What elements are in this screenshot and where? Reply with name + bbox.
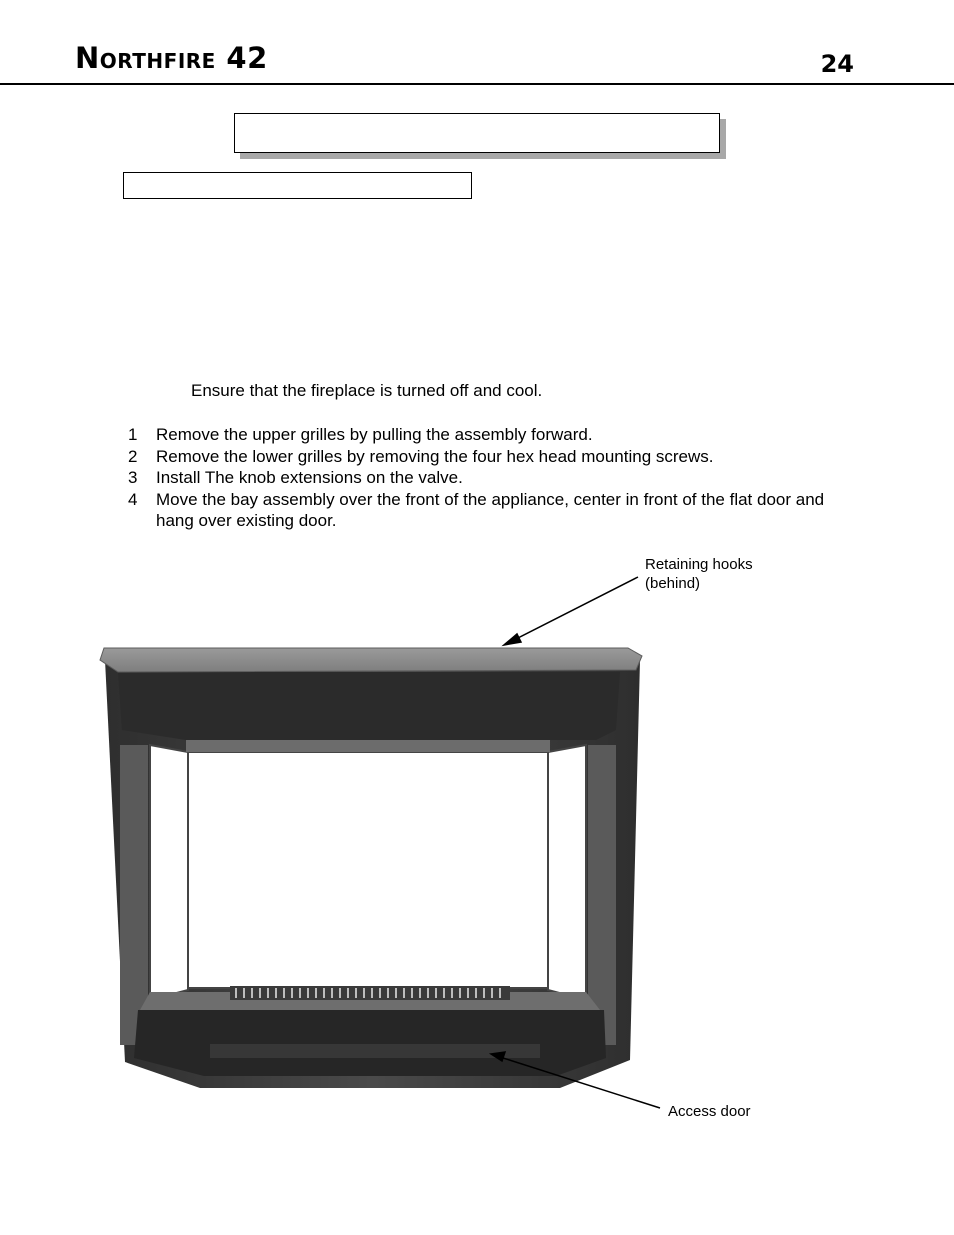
step-text: Remove the upper grilles by pulling the assembly forward. xyxy=(156,425,593,444)
list-item xyxy=(128,446,848,468)
lower-louvre xyxy=(134,1010,606,1076)
step-number: 2 xyxy=(128,446,138,466)
safety-note: Ensure that the fireplace is turned off and cool. xyxy=(191,381,543,400)
step-text: Move the bay assembly over the front of the appliance, center in front of the flat door and hang over existing door. xyxy=(156,489,825,530)
step-text: Install The knob extensions on the valve. xyxy=(156,468,463,487)
header-rule xyxy=(0,83,954,85)
bay-assembly-illustration xyxy=(0,540,954,1140)
left-post xyxy=(120,745,148,1045)
step-number: 1 xyxy=(128,425,138,444)
top-panel xyxy=(100,648,642,672)
list-item xyxy=(128,424,848,446)
callout-retaining-hooks xyxy=(645,555,753,593)
callout-access-door: Access door xyxy=(668,1103,751,1120)
instruction-steps xyxy=(128,424,848,532)
step-text: Remove the lower grilles by removing the four hex head mounting screws. xyxy=(156,446,714,466)
front-glass xyxy=(188,752,548,988)
callout-line: (behind) xyxy=(645,575,701,592)
right-glass-pane xyxy=(548,745,586,1000)
callout-arrow-hooks xyxy=(504,577,638,645)
list-item xyxy=(128,489,848,532)
page-number: 24 xyxy=(820,50,854,78)
access-door-panel xyxy=(210,1044,540,1058)
top-inner-lip xyxy=(186,740,550,752)
step-number: 4 xyxy=(128,489,138,509)
left-glass-pane xyxy=(150,745,188,1000)
section-box xyxy=(123,172,472,199)
header-title: Northfire 42 xyxy=(75,41,268,75)
list-item xyxy=(128,467,848,489)
callout-line: Retaining hooks xyxy=(645,556,753,573)
step-number: 3 xyxy=(128,468,138,487)
title-box xyxy=(234,113,720,153)
